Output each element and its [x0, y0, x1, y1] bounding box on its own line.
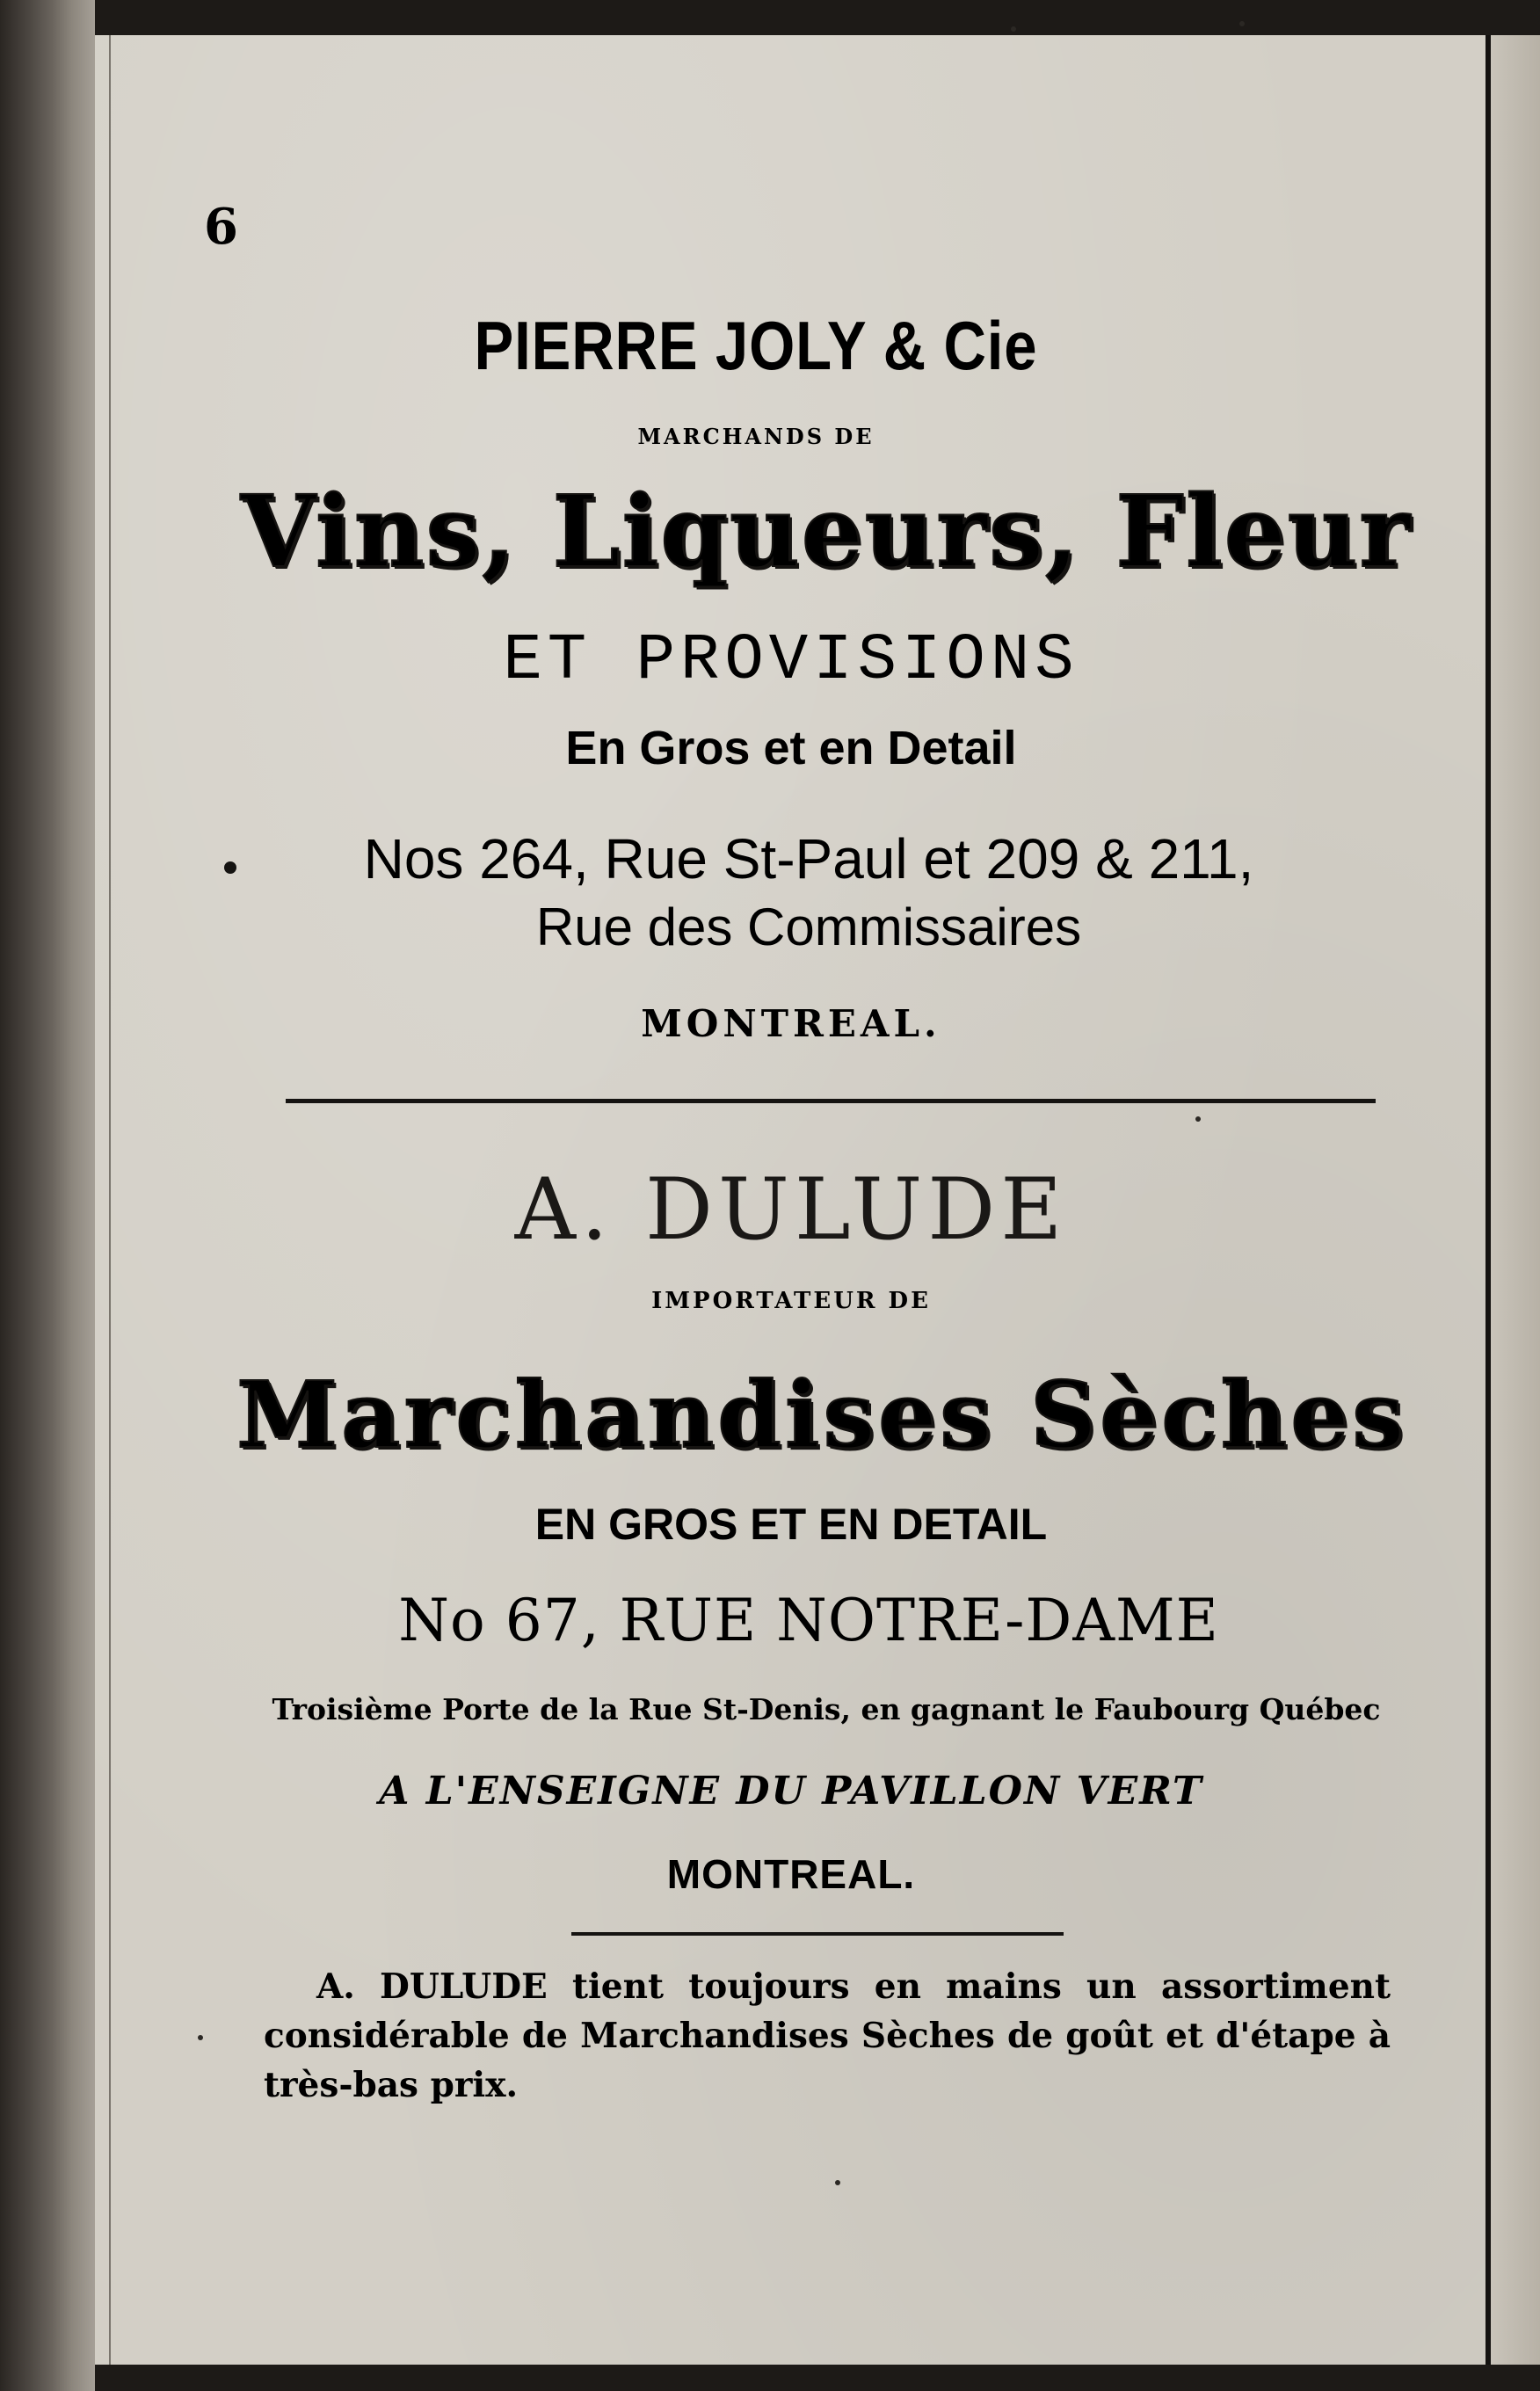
ad1-products-heading: Vins, Liqueurs, Fleur [240, 475, 1413, 590]
ad2-directions: Troisième Porte de la Rue St-Denis, en gagnant le Faubourg Québec [272, 1692, 1381, 1726]
ad2-subtitle: IMPORTATEUR DE [651, 1288, 931, 1314]
scan-speck [1239, 21, 1245, 26]
ad2-address: No 67, RUE NOTRE-DAME [398, 1587, 1219, 1654]
ad1-address-line1: Nos 264, Rue St-Paul et 209 & 211, [363, 827, 1254, 890]
scan-speck [198, 2035, 203, 2040]
ad2-trade-line: EN GROS ET EN DETAIL [534, 1500, 1048, 1549]
ad2-firm-name: A. DULUDE [514, 1160, 1068, 1259]
scan-speck [1195, 1116, 1201, 1122]
page-inner-border [109, 35, 111, 2365]
adjacent-page-edge [1491, 35, 1540, 2365]
short-divider [571, 1932, 1064, 1936]
section-divider [286, 1099, 1376, 1103]
ad1-address-line2: Rue des Commissaires [535, 898, 1082, 956]
page-number: 6 [204, 198, 238, 256]
ad2-shop-sign: A L'ENSEIGNE DU PAVILLON VERT [379, 1769, 1203, 1813]
ad1-trade-line: En Gros et en Detail [565, 722, 1017, 774]
ad2-description-paragraph: A. DULUDE tient toujours en mains un assortiment considérable de Marchandises Sèches de goût et d'étape à très-bas prix. [264, 1966, 1391, 2105]
scan-speck [1011, 26, 1016, 32]
ad1-provisions-heading: ET PROVISIONS [503, 624, 1079, 698]
ad1-subtitle: MARCHANDS DE [637, 424, 875, 449]
ad2-city: MONTREAL. [666, 1851, 916, 1897]
ad2-products-heading: Marchandises Sèches [236, 1361, 1407, 1469]
ad1-city: MONTREAL. [641, 1002, 941, 1045]
ad1-firm-name: PIERRE JOLY & Cie [474, 307, 1038, 384]
book-spine-edge [0, 0, 95, 2391]
scan-speck [835, 2180, 840, 2185]
